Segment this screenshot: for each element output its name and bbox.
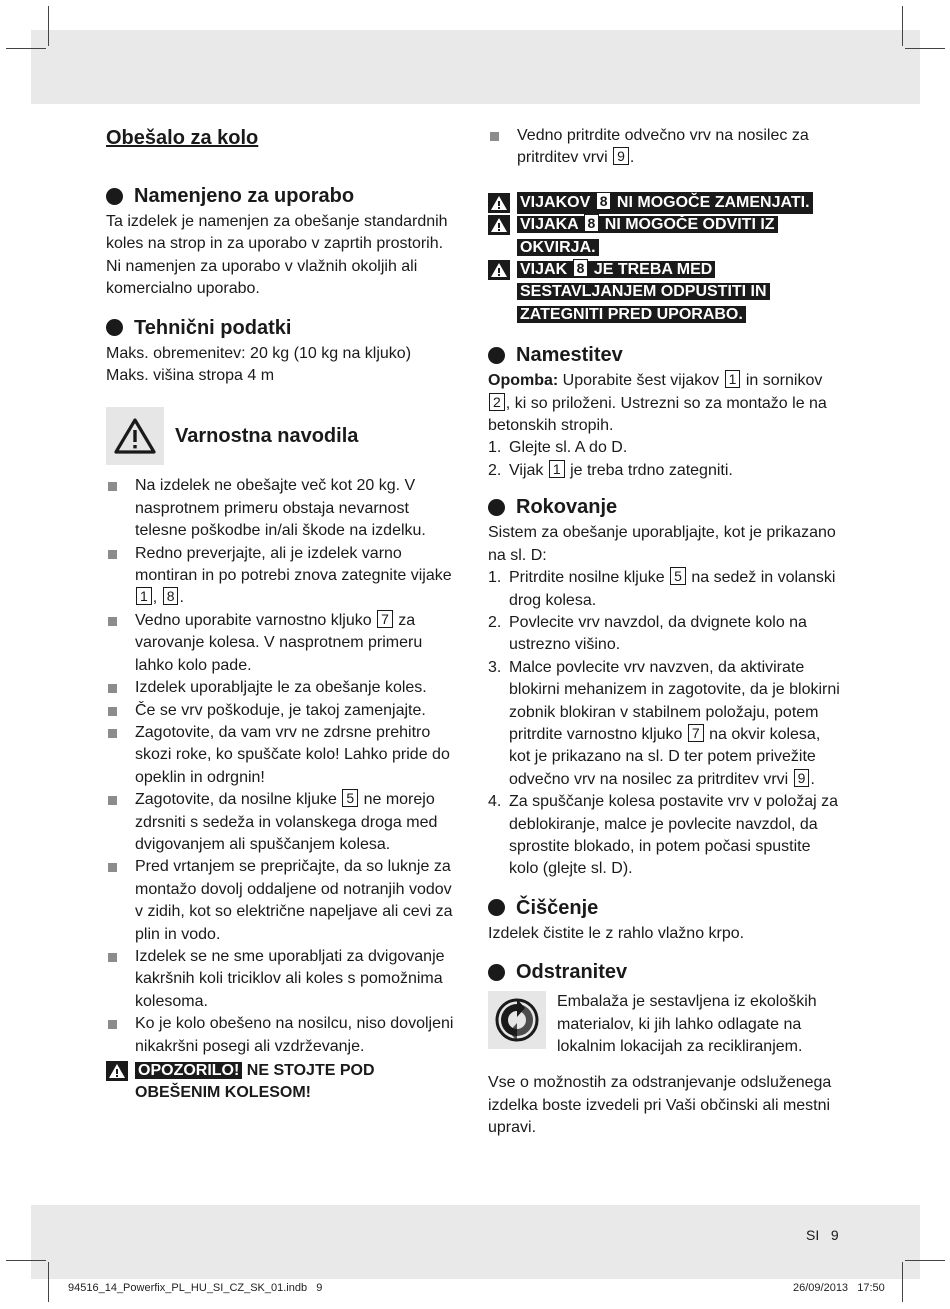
crop-mark [6,48,46,49]
list-item [106,789,462,856]
list-item: Izdelek uporabljajte le za obešanje koles. [106,677,462,699]
list-item: Na izdelek ne obešajte več kot 20 kg. V nasprotnem primeru obstaja nevarnost telesne poškodbe in/ali škode na izdelku. [106,475,462,542]
part-number: 8 [163,587,179,605]
part-number: 8 [596,192,612,210]
warning-row [488,214,844,259]
tech-max-load: Maks. obremenitev: 20 kg (10 kg na kljuko) [106,344,412,362]
list-item [488,657,844,791]
text: Povlecite vrv navzdol, da dvignete kolo na ustrezno višino. [509,613,807,654]
cleaning-text: Izdelek čistite le z rahlo vlažno krpo. [488,924,745,942]
crop-mark [905,1260,945,1261]
safety-title: Varnostna navodila [175,425,359,448]
warning-highlight [517,261,770,323]
text: je treba trdno zategniti. [565,461,733,479]
page-number: SI 9 [806,1227,839,1243]
section-heading-tech [106,315,462,341]
section-heading-text: Rokovanje [516,496,618,519]
bullet-dot-icon [106,319,123,336]
text: Vijak [509,461,548,479]
list-item [488,567,844,612]
text: VIJAK [520,261,572,279]
text: VIJAKOV [520,193,595,211]
tech-max-height: Maks. višina stropa 4 m [106,367,275,385]
section-heading-intended [106,183,462,209]
section-heading-text: Tehnični podatki [134,316,292,339]
part-number: 1 [136,587,152,605]
warning-icon [488,215,510,235]
warning-highlight [517,216,778,255]
section-heading-cleaning [488,895,844,921]
text: Uporabite šest vijakov [558,372,724,390]
text: Malce povlecite vrv navzven, da aktivirate blokirni mehanizem in zagotovite, da je blokirni zobnik blokiran v stabilnem položaju, potem pritrdite varnostno kljuko [509,658,840,743]
green-dot-recycling-icon [488,991,546,1049]
text: , [152,589,162,607]
text: NI MOGOČE ZAMENJATI. [612,193,810,211]
left-column [106,125,462,1105]
install-note [488,370,844,437]
step-number: 2. [488,461,502,479]
warning-icon [488,193,510,213]
text: VIJAKA [520,216,583,234]
text: . [810,770,815,788]
text: Vedno pritrdite odvečno vrv na nosilec za pritrditev vrvi [517,127,809,167]
part-number: 1 [725,370,741,388]
list-item: Izdelek se ne sme uporabljati za dvigovanje kakršnih koli triciklov ali koles s pomožnima kolesoma. [106,946,462,1013]
handling-steps [488,567,844,881]
imprint-file: 94516_14_Powerfix_PL_HU_SI_CZ_SK_01.indb 9 [68,1282,323,1294]
text: NI MOGOČE ODVITI IZ OKVIRJA. [520,216,775,256]
warning-text: NE STOJTE POD OBEŠENIM KOLESOM! [135,1062,375,1102]
crop-mark [48,6,49,46]
step-number: 3. [488,658,502,676]
warning-row [488,192,844,214]
bullet-dot-icon [488,499,505,516]
list-item [488,791,844,881]
section-heading-handling [488,494,844,520]
handling-intro: Sistem za obešanje uporabljajte, kot je prikazano na sl. D: [488,524,836,564]
part-number: 7 [377,610,393,628]
list-item [488,437,844,459]
step-number: 1. [488,569,502,587]
disposal-packaging [488,991,844,1058]
warning-icon [488,260,510,280]
header-band [31,30,920,104]
bullet-dot-icon [106,188,123,205]
list-item: Če se vrv poškoduje, je takoj zamenjajte. [106,700,462,722]
crop-mark [902,6,903,46]
list-item [488,612,844,657]
bullet-dot-icon [488,964,505,981]
note-label: Opomba: [488,372,559,390]
list-item [488,125,844,170]
text: , ki so priloženi. Ustrezni so za montažo le na betonskih stropih. [488,394,827,435]
part-number: 1 [549,460,565,478]
bullet-dot-icon [488,899,505,916]
safety-heading [106,407,462,465]
text: Za spuščanje kolesa postavite vrv v položaj za deblokiranje, malce je povlecite navzdol, da sprostite blokado, in potem počasi spustite kolo (glejte sl. D). [509,793,839,878]
step-number: 4. [488,793,502,811]
warning-highlight: OPOZORILO! [135,1062,242,1079]
page-title: Obešalo za kolo [106,127,259,149]
crop-mark [902,1262,903,1302]
list-item [488,460,844,482]
text: na okvir kolesa, kot je prikazano na sl. D ter potem privežite odvečno vrv na nosilec za pritrditev vrvi [509,725,821,788]
text: Glejte sl. A do D. [509,439,628,457]
text: Redno preverjajte, ali je izdelek varno montiran in po potrebi znova zategnite vijake [135,544,452,585]
disposal-packaging-text: Embalaža je sestavljena iz ekoloških materialov, ki jih lahko odlagate na lokalnim lokacijah za recikliranjem. [557,993,817,1055]
text: in sornikov [741,372,823,390]
right-column [488,125,844,1140]
text: . [179,589,184,607]
list-item [106,610,462,677]
warning-triangle-icon [106,407,164,465]
step-number: 2. [488,613,502,631]
text: . [629,149,635,167]
step-number: 1. [488,439,502,457]
imprint-date: 26/09/2013 17:50 [793,1282,885,1294]
part-number: 8 [584,214,600,232]
list-item: Zagotovite, da vam vrv ne zdrsne prehitro skozi roke, ko spuščate kolo! Lahko pride do opeklin in odrgnin! [106,722,462,789]
install-steps [488,437,844,482]
text: na sedež in volanski drog kolesa. [509,569,836,609]
text: Pritrdite nosilne kljuke [509,569,670,587]
warning-row [106,1060,462,1105]
crop-mark [905,48,945,49]
part-number: 9 [794,769,810,787]
part-number: 5 [670,567,686,585]
section-heading-install [488,342,844,368]
crop-mark [6,1260,46,1261]
section-heading-text: Namestitev [516,344,623,367]
bullet-dot-icon [488,347,505,364]
part-number: 8 [573,259,589,277]
warning-row [488,259,844,326]
part-number: 2 [489,393,505,411]
section-heading-text: Namenjeno za uporabo [134,185,355,207]
safety-list-continued [488,125,844,170]
part-number: 7 [688,724,704,742]
section-heading-disposal [488,959,844,985]
section-heading-text: Odstranitev [516,961,628,984]
section-heading-text: Čiščenje [516,896,599,919]
disposal-product-text: Vse o možnostih za odstranjevanje odsluženega izdelka boste izvedeli pri Vaši občinski ali mestni upravi. [488,1074,832,1137]
warning-highlight [517,192,813,214]
intended-text: Ta izdelek je namenjen za obešanje standardnih koles na strop in za uporabo v zaprtih prostorih. Ni namenjen za uporabo v vlažnih okoljih ali komercialno uporabo. [106,213,448,298]
safety-list [106,475,462,1058]
text: JE TREBA MED SESTAVLJANJEM ODPUSTITI IN ZATEGNITI PRED UPORABO. [520,261,767,323]
text: ne morejo zdrsniti s sedeža in volanskega droga med dvigovanjem ali spuščanjem kolesa. [135,791,438,853]
text: za varovanje kolesa. V nasprotnem primeru lahko kolo pade. [135,611,423,674]
part-number: 9 [613,147,629,165]
crop-mark [48,1262,49,1302]
list-item: Ko je kolo obešeno na nosilcu, niso dovoljeni nikakršni posegi ali vzdrževanje. [106,1013,462,1058]
list-item [106,543,462,610]
part-number: 5 [342,789,358,807]
text: Zagotovite, da nosilne kljuke [135,791,342,809]
warning-icon [106,1061,128,1081]
list-item: Pred vrtanjem se prepričajte, da so luknje za montažo dovolj oddaljene od notranjih vodov v zidih, kot so električne napeljave ali cevi za plin in vodo. [106,856,462,946]
warning-block [488,192,844,326]
footer-band [31,1205,920,1279]
text: Vedno uporabite varnostno kljuko [135,611,377,629]
